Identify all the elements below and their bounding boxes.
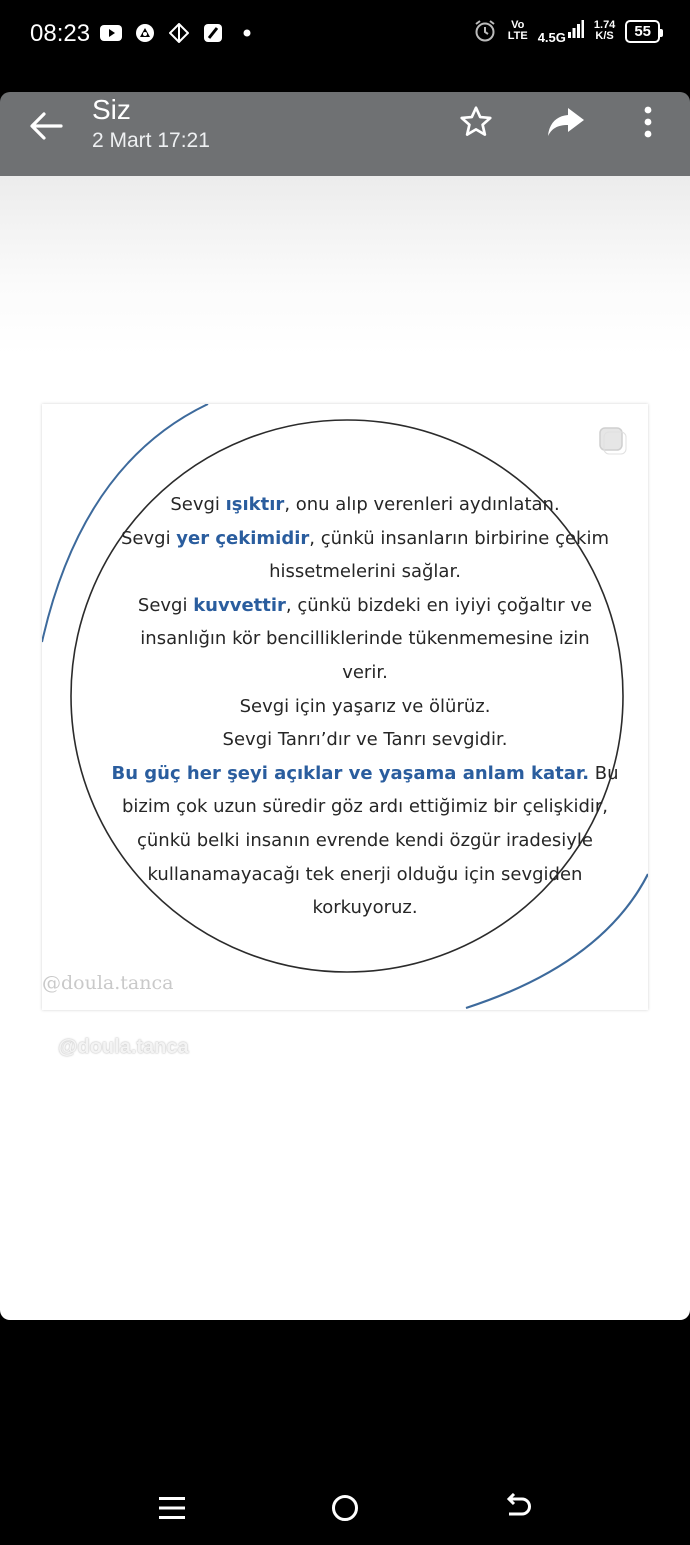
title-block — [92, 92, 210, 153]
quote-line — [102, 522, 628, 556]
share-icon — [546, 106, 586, 138]
youtube-icon — [100, 22, 122, 44]
quote-line — [102, 656, 628, 690]
back-button[interactable] — [26, 106, 66, 146]
quote-segment: , onu alıp verenleri aydınlatan. — [284, 494, 560, 515]
speed-unit: K/S — [595, 30, 614, 42]
star-icon — [458, 104, 494, 140]
quote-segment: Bu — [589, 762, 619, 784]
quote-segment: hissetmelerini sağlar. — [269, 561, 461, 583]
status-time: 08:23 — [30, 20, 91, 47]
card-watermark: @doula.tanca — [42, 972, 174, 994]
back-arrow-icon — [29, 111, 63, 141]
sender-title: Siz — [92, 94, 131, 125]
network-speed — [594, 20, 615, 42]
app-icon — [134, 22, 156, 44]
star-button[interactable] — [454, 100, 498, 144]
quote-line — [102, 488, 628, 522]
recent-apps-icon — [158, 1495, 186, 1521]
signal-icon — [568, 20, 584, 43]
quote-highlight: ışıktır — [225, 494, 285, 515]
system-back-icon — [503, 1493, 533, 1523]
quote-segment: , çünkü insanların birbirine çekim — [309, 527, 609, 549]
quote-card — [42, 404, 648, 1010]
diamond-app-icon — [168, 22, 190, 44]
dot-icon — [236, 22, 258, 44]
image-watermark: @doula.tanca — [58, 1036, 189, 1058]
battery-indicator: 55 — [625, 20, 660, 43]
more-options-button[interactable] — [626, 100, 670, 144]
status-right — [472, 18, 660, 44]
quote-segment: Sevgi — [120, 527, 177, 549]
copy-icon — [598, 426, 624, 452]
volte-bottom: LTE — [507, 30, 528, 42]
alarm-icon — [472, 18, 498, 44]
quote-segment: korkuyoruz. — [312, 897, 418, 919]
quote-segment: verir. — [342, 661, 388, 683]
more-vert-icon — [642, 104, 654, 140]
quote-line — [102, 622, 628, 656]
share-button[interactable] — [544, 100, 588, 144]
speed-value: 1.74 — [593, 19, 616, 31]
message-date: 2 Mart 17:21 — [92, 129, 210, 152]
quote-line — [102, 824, 628, 858]
quote-line — [102, 723, 628, 757]
quote-segment: çünkü belki insanın evrende kendi özgür iradesiyle — [136, 829, 594, 851]
quote-line — [102, 858, 628, 892]
quote-highlight: kuvvettir — [193, 594, 286, 616]
home-button[interactable] — [325, 1488, 365, 1528]
quote-highlight: yer çekimidir — [176, 527, 310, 549]
notes-app-icon — [202, 22, 224, 44]
volte-indicator — [508, 20, 528, 42]
quote-segment: , çünkü bizdeki en iyiyi çoğaltır ve — [285, 594, 593, 616]
quote-line — [102, 891, 628, 925]
signal-group — [538, 20, 584, 43]
volte-top: Vo — [511, 19, 525, 31]
quote-line — [102, 589, 628, 623]
image-viewer[interactable] — [0, 176, 690, 1320]
home-icon — [330, 1493, 360, 1523]
quote-segment: kullanamayacağı tek enerji olduğu için sevgiden — [147, 863, 583, 885]
system-back-button[interactable] — [498, 1488, 538, 1528]
quote-segment: Sevgi için yaşarız ve ölürüz. — [239, 695, 491, 717]
quote-highlight: Bu güç her şeyi açıklar ve yaşama anlam katar. — [111, 762, 590, 784]
quote-line — [102, 790, 628, 824]
quote-segment: Sevgi — [137, 594, 194, 616]
quote-text — [102, 488, 628, 925]
quote-segment: Sevgi — [170, 494, 226, 515]
quote-segment: Sevgi Tanrı’dır ve Tanrı sevgidir. — [222, 729, 508, 751]
quote-segment: insanlığın kör bencilliklerinde tükenmemesine izin — [140, 628, 590, 650]
quote-line — [102, 757, 628, 791]
signal-type: 4.5G — [537, 29, 566, 45]
quote-segment: bizim çok uzun süredir göz ardı ettiğimiz bir çelişkidir, — [121, 796, 609, 818]
quote-line — [102, 690, 628, 724]
quote-line — [102, 555, 628, 589]
recent-apps-button[interactable] — [152, 1488, 192, 1528]
notification-icons — [100, 22, 258, 44]
status-bar — [0, 0, 690, 92]
